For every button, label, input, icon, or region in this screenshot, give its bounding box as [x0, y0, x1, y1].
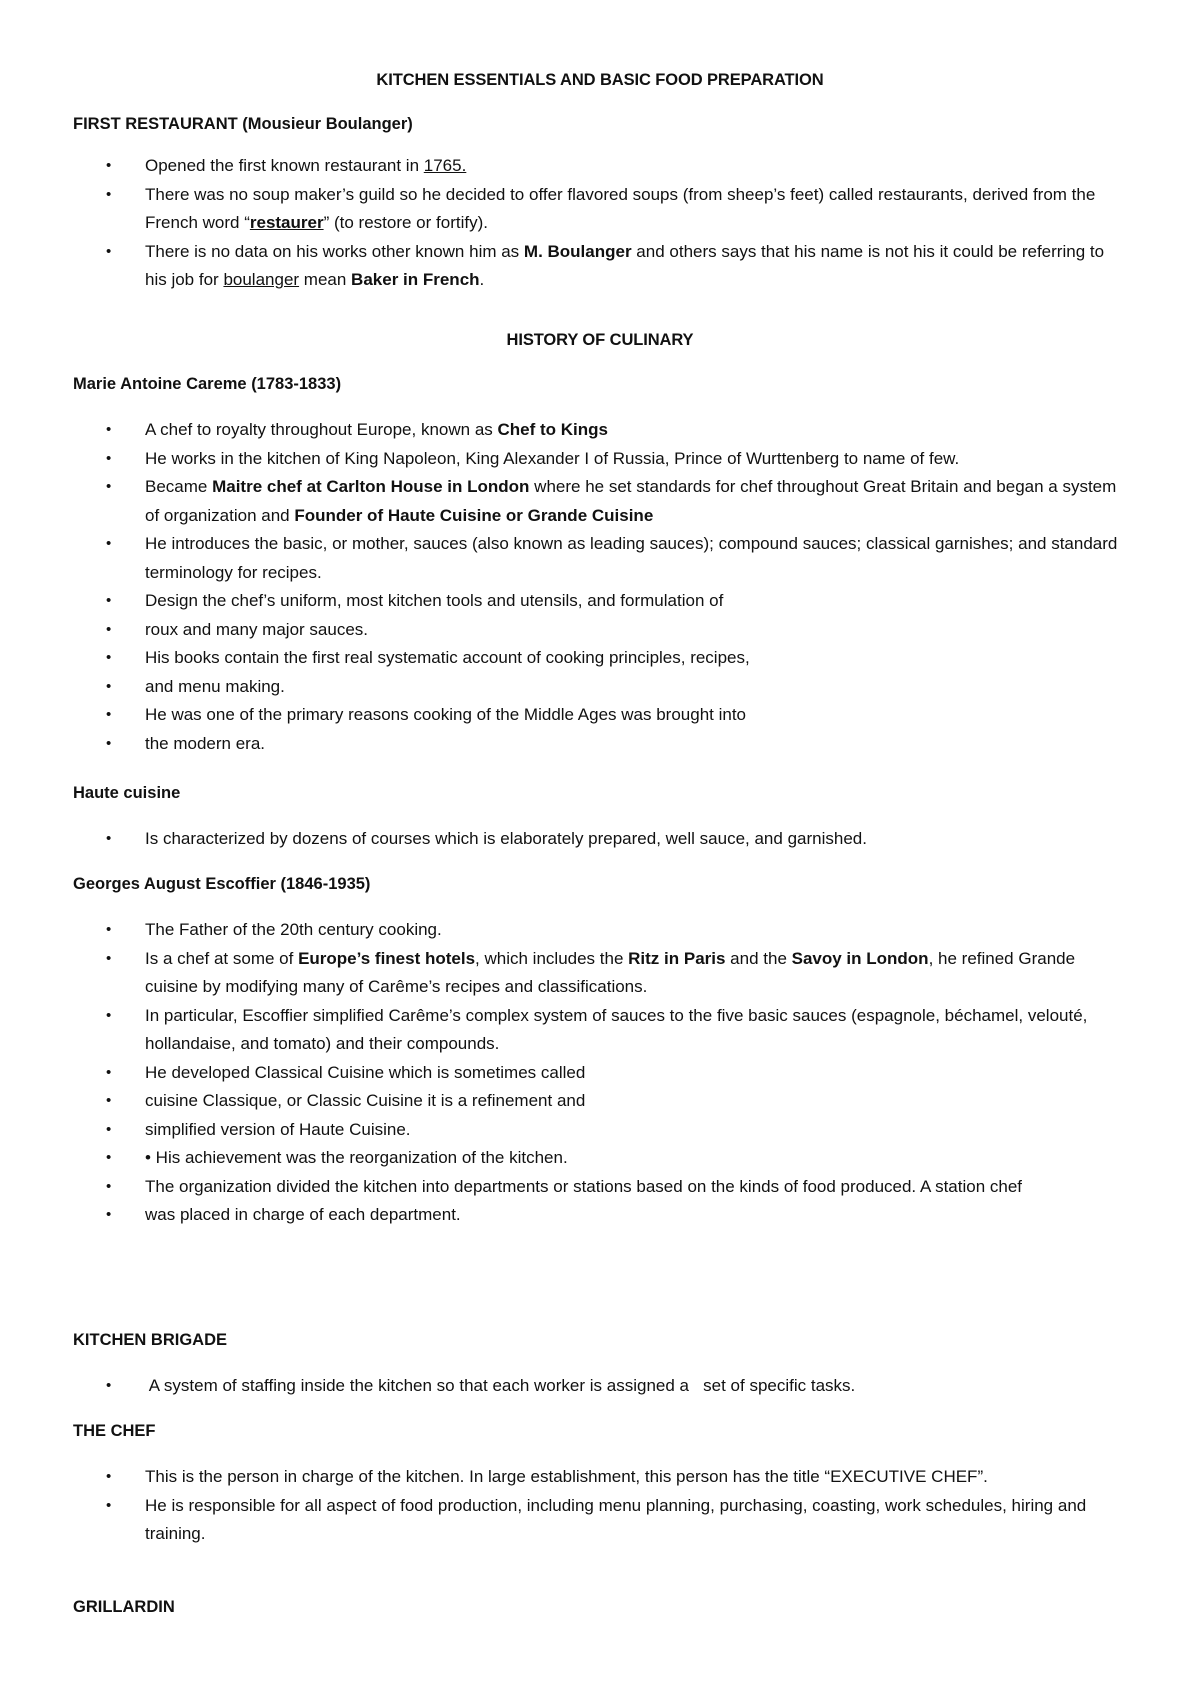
list-item: • roux and many major sauces.: [0, 616, 1200, 645]
bullet-icon: •: [106, 1206, 112, 1223]
list-item: • Is characterized by dozens of courses which is elaborately prepared, well sauce, and garnished.: [0, 825, 1200, 854]
list-item: • Design the chef’s uniform, most kitchen tools and utensils, and formulation of: [0, 587, 1200, 616]
bullet-icon: •: [106, 1092, 112, 1109]
list-item: • was placed in charge of each department.: [0, 1201, 1200, 1230]
bullet-icon: •: [106, 1006, 112, 1024]
list-item: • This is the person in charge of the kitchen. In large establishment, this person has the title “EXECUTIVE CHEF”.: [0, 1463, 1200, 1492]
bullet-icon: •: [106, 1496, 112, 1514]
list-item: • He developed Classical Cuisine which is sometimes called: [0, 1059, 1200, 1088]
bullet-icon: •: [106, 592, 112, 609]
list-item: • Is a chef at some of Europe’s finest hotels, which includes the Ritz in Paris and the Savoy in London, he refined Grande cuisine by modifying many of Carême’s recipes and classifications.: [0, 945, 1200, 1002]
heading-escoffier: Georges August Escoffier (1846-1935): [73, 875, 371, 893]
bullet-icon: •: [106, 478, 112, 495]
bullet-icon: •: [106, 157, 112, 174]
escoffier-list: [0, 916, 1200, 1230]
bullet-icon: •: [106, 449, 112, 467]
list-item: • In particular, Escoffier simplified Carême’s complex system of sauces to the five basic sauces (espagnole, béchamel, velouté, hollandaise, and tomato) and their compounds.: [0, 1002, 1200, 1059]
bullet-icon: •: [106, 620, 112, 638]
careme-list: [0, 416, 1200, 758]
list-item: • A system of staffing inside the kitchen so that each worker is assigned a set of specific tasks.: [0, 1372, 1200, 1401]
list-item: • simplified version of Haute Cuisine.: [0, 1116, 1200, 1145]
bullet-icon: •: [106, 1063, 112, 1081]
bullet-icon: •: [106, 706, 112, 723]
bullet-icon: •: [106, 1149, 112, 1166]
brigade-list: [0, 1372, 1200, 1401]
heading-careme: Marie Antoine Careme (1783-1833): [73, 375, 342, 393]
list-item: • • His achievement was the reorganization of the kitchen.: [0, 1144, 1200, 1173]
document-title: KITCHEN ESSENTIALS AND BASIC FOOD PREPARATION: [376, 71, 824, 89]
history-title: HISTORY OF CULINARY: [506, 331, 694, 349]
list-item: • He was one of the primary reasons cooking of the Middle Ages was brought into: [0, 701, 1200, 730]
heading-grillardin: GRILLARDIN: [73, 1598, 175, 1616]
heading-the-chef: THE CHEF: [73, 1422, 156, 1440]
bullet-icon: •: [106, 242, 112, 260]
bullet-icon: •: [106, 734, 112, 752]
list-item: • cuisine Classique, or Classic Cuisine it is a refinement and: [0, 1087, 1200, 1116]
list-item: • A chef to royalty throughout Europe, known as Chef to Kings: [0, 416, 1200, 445]
bullet-icon: •: [106, 1377, 112, 1394]
list-item: • There was no soup maker’s guild so he decided to offer flavored soups (from sheep’s feet) called restaurants, derived from the French word “restaurer” (to restore or fortify).: [0, 181, 1200, 238]
bullet-icon: •: [106, 921, 112, 938]
list-item: • the modern era.: [0, 730, 1200, 759]
list-item: • Became Maitre chef at Carlton House in London where he set standards for chef throughout Great Britain and began a system of organization and Founder of Haute Cuisine or Grande Cuisine: [0, 473, 1200, 530]
bullet-icon: •: [106, 1177, 112, 1195]
heading-first-restaurant: FIRST RESTAURANT (Mousieur Boulanger): [73, 115, 413, 133]
bullet-icon: •: [106, 421, 112, 438]
first-restaurant-list: [0, 152, 1200, 295]
bullet-icon: •: [106, 949, 112, 967]
bullet-icon: •: [106, 649, 112, 666]
chef-list: [0, 1463, 1200, 1549]
haute-list: [0, 825, 1200, 854]
heading-kitchen-brigade: KITCHEN BRIGADE: [73, 1331, 228, 1349]
list-item: • There is no data on his works other known him as M. Boulanger and others says that his name is not his it could be referring to his job for boulanger mean Baker in French.: [0, 238, 1200, 295]
bullet-icon: •: [106, 677, 112, 695]
bullet-icon: •: [106, 1120, 112, 1138]
list-item: • His books contain the first real systematic account of cooking principles, recipes,: [0, 644, 1200, 673]
list-item: • He works in the kitchen of King Napoleon, King Alexander I of Russia, Prince of Wurttenberg to name of few.: [0, 445, 1200, 474]
list-item: • He introduces the basic, or mother, sauces (also known as leading sauces); compound sauces; classical garnishes; and standard terminology for recipes.: [0, 530, 1200, 587]
bullet-icon: •: [106, 185, 112, 203]
bullet-icon: •: [106, 830, 112, 847]
list-item: • Opened the first known restaurant in 1765.: [0, 152, 1200, 181]
bullet-icon: •: [106, 535, 112, 552]
year-link-text: 1765.: [423, 156, 467, 175]
bullet-icon: •: [106, 1468, 112, 1485]
list-item: • The organization divided the kitchen into departments or stations based on the kinds of food produced. A station chef: [0, 1173, 1200, 1202]
list-item: • and menu making.: [0, 673, 1200, 702]
list-item: • He is responsible for all aspect of food production, including menu planning, purchasing, coasting, work schedules, hiring and training.: [0, 1492, 1200, 1549]
heading-haute-cuisine: Haute cuisine: [73, 784, 181, 802]
list-item: • The Father of the 20th century cooking.: [0, 916, 1200, 945]
